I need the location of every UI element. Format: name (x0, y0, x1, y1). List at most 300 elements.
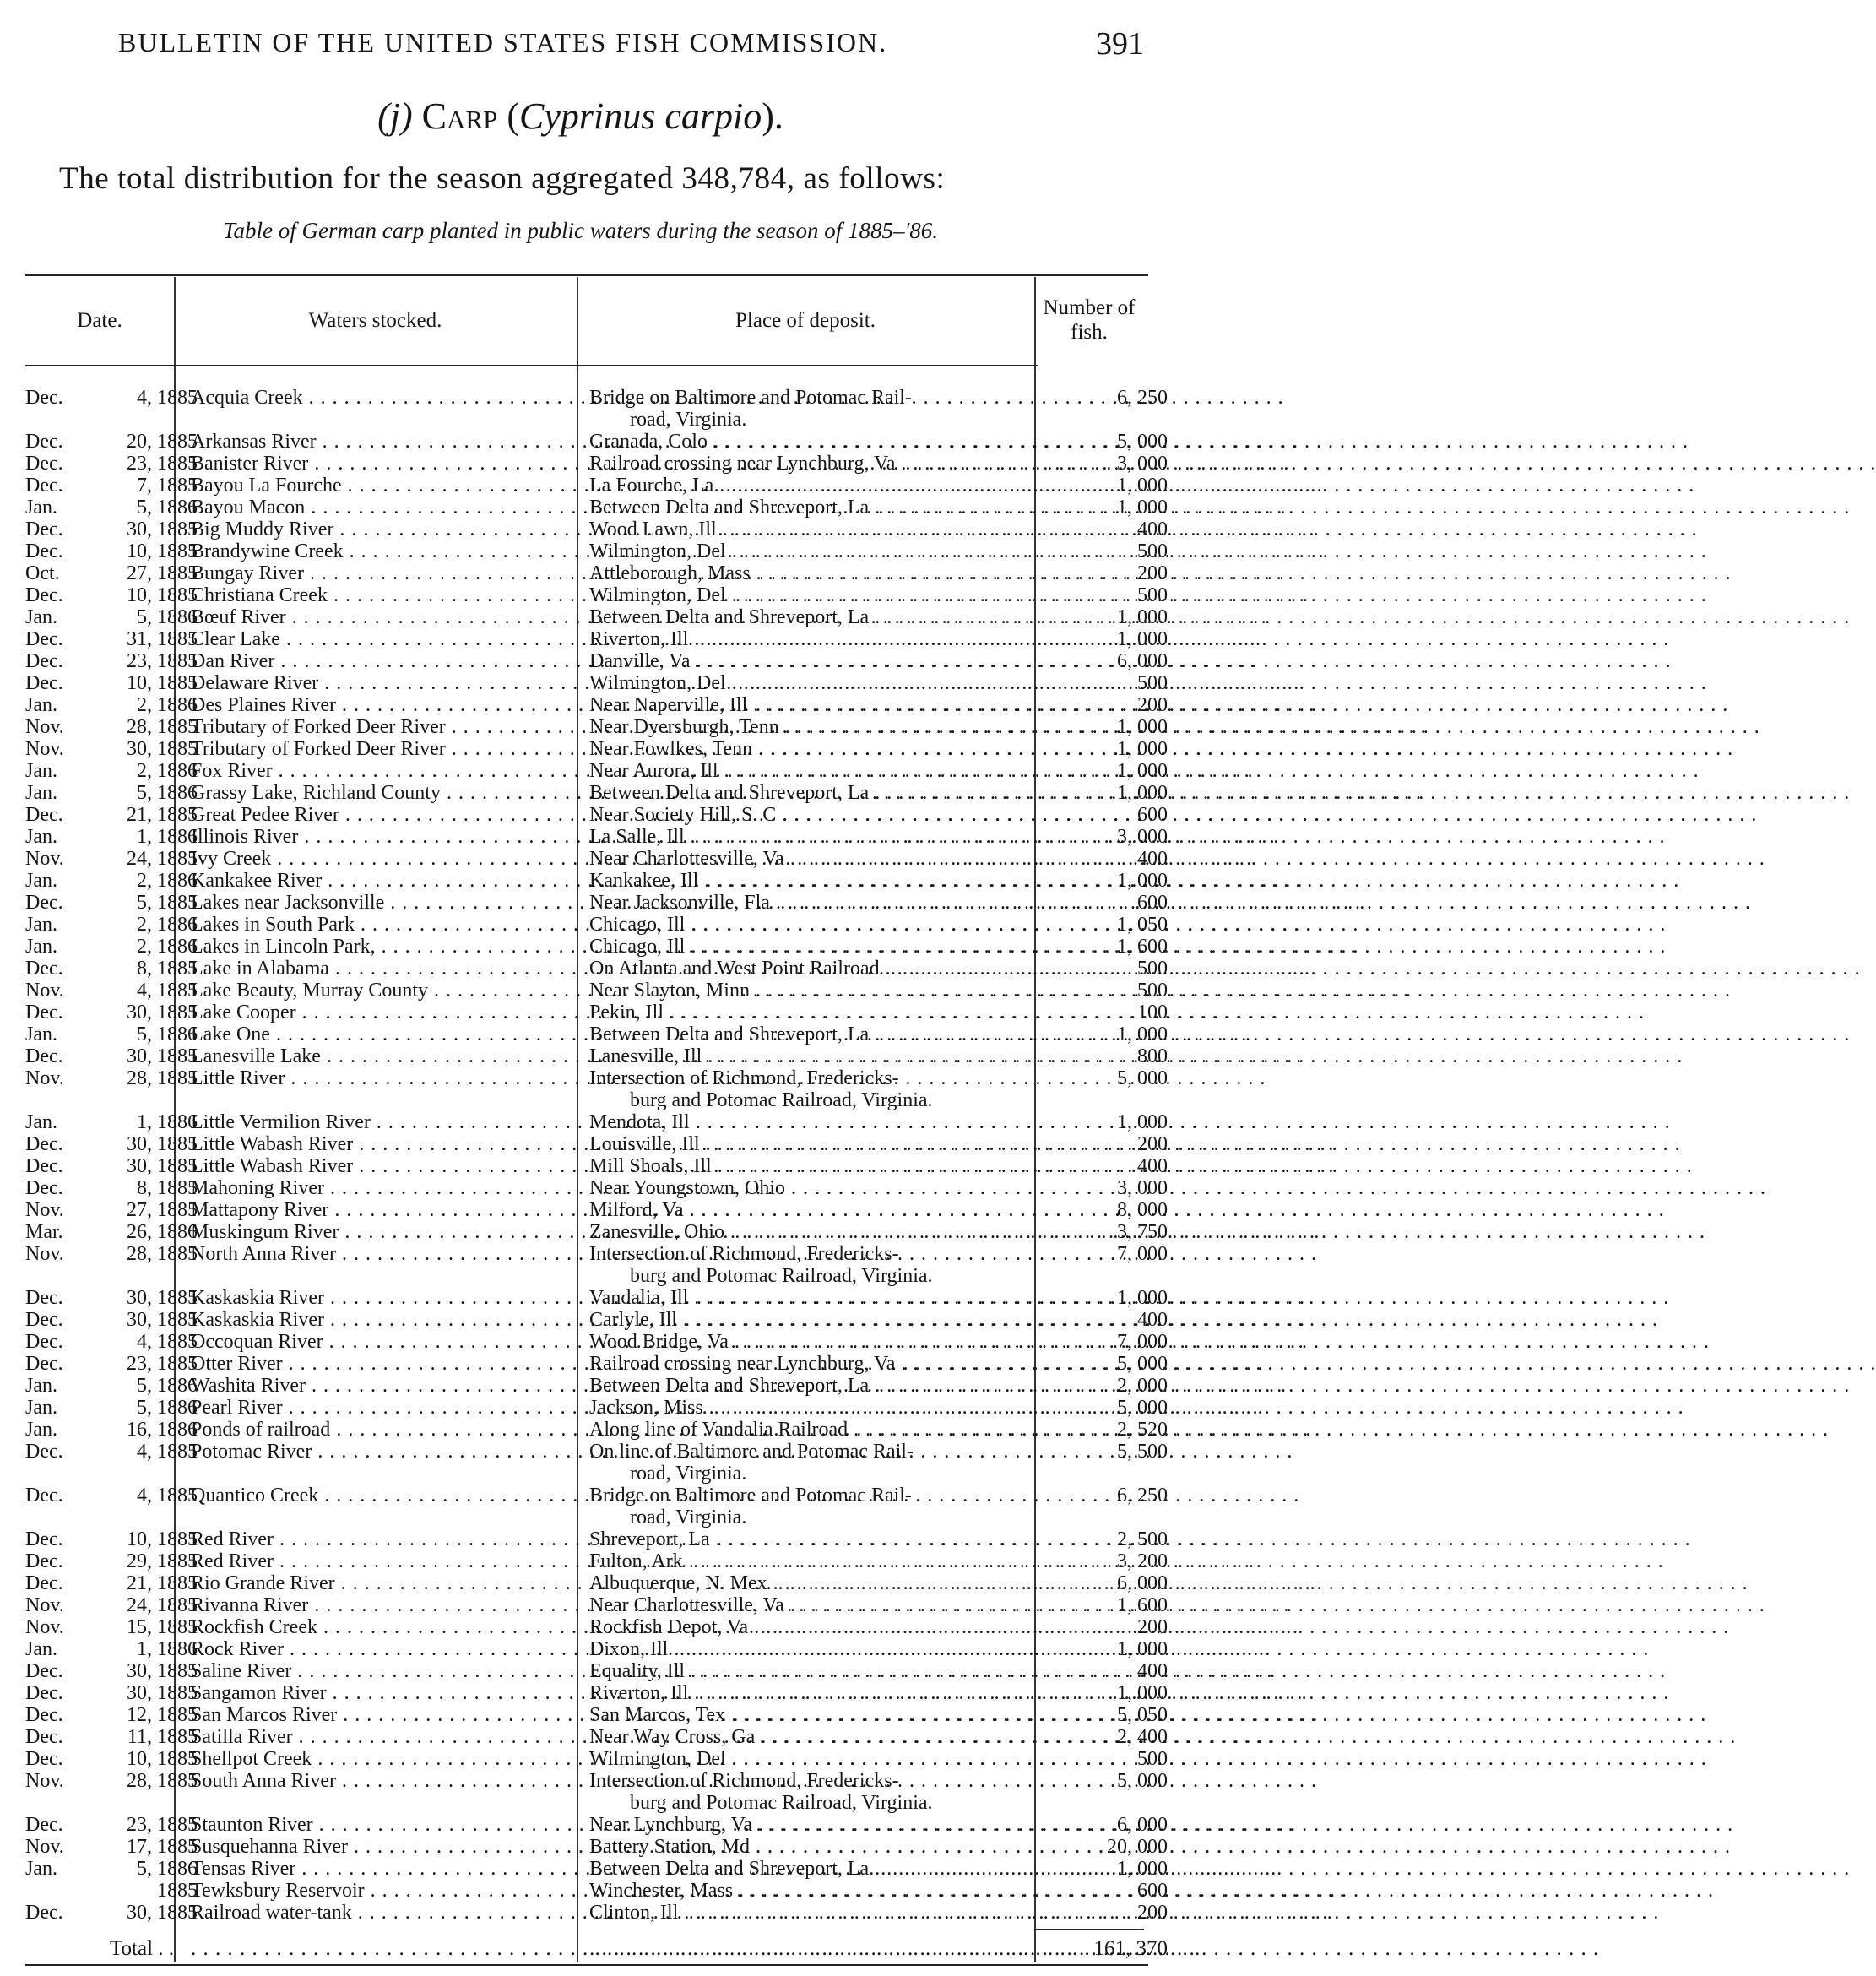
table-row (25, 1726, 1168, 1748)
place-of-deposit: Between Delta and Shreveport, La . . . (589, 1375, 1045, 1397)
table-row (25, 1243, 1168, 1287)
place-of-deposit: Intersection of Richmond, Fredericks- burg and Potomac Railroad, Virginia. (589, 1067, 933, 1111)
table-row (25, 1704, 1168, 1726)
table-row (25, 782, 1168, 804)
table-row (25, 1177, 1168, 1199)
table-row (25, 1528, 1168, 1550)
water-name: San Marcos River . . . (191, 1704, 594, 1726)
date-day: 15, 1885 (127, 1616, 198, 1638)
place-of-deposit: Mendota, Ill . . . (589, 1111, 1045, 1133)
water-name: Lanesville Lake . . . (191, 1045, 594, 1067)
water-name: Rio Grande River . . . (191, 1572, 594, 1594)
date-month: Dec. (25, 1177, 63, 1199)
date-month: Jan. (25, 1638, 57, 1660)
place-of-deposit: Near Lynchburg, Va . . . (589, 1814, 1045, 1836)
date-day: 7, 1885 (137, 475, 198, 497)
water-name: Little Wabash River . . . (191, 1133, 594, 1155)
date-month: Dec. (25, 540, 63, 562)
table-row (25, 672, 1168, 694)
date-day: 23, 1885 (127, 1814, 198, 1836)
date-day: 23, 1885 (127, 1353, 198, 1375)
place-of-deposit: Between Delta and Shreveport, La . . . (589, 782, 1045, 804)
table-row (25, 628, 1168, 650)
fish-count: 400 (1137, 518, 1168, 540)
date-day: 30, 1885 (127, 518, 198, 540)
place-of-deposit: Between Delta and Shreveport, La . . . (589, 606, 1045, 628)
fish-count: 400 (1137, 1155, 1168, 1177)
date-day: 4, 1885 (137, 1485, 198, 1506)
date-day: 2, 1886 (137, 870, 198, 892)
water-name: Mahoning River . . . (191, 1177, 594, 1199)
water-name: Tewksbury Reservoir . . . (191, 1880, 594, 1902)
date-day: 12, 1885 (127, 1704, 198, 1726)
date-day: 5, 1886 (137, 782, 198, 804)
fish-count: 6, 000 (1117, 1572, 1168, 1594)
date-day: 27, 1885 (127, 1199, 198, 1221)
date-month: Jan. (25, 760, 57, 782)
place-of-deposit: Wilmington, Del . . . (589, 1748, 1045, 1770)
table-row (25, 1002, 1168, 1023)
date-month: Dec. (25, 804, 63, 826)
fish-count: 8, 000 (1117, 1199, 1168, 1221)
date-month: Dec. (25, 1550, 63, 1572)
date-month: Dec. (25, 1287, 63, 1309)
fish-count: 500 (1137, 584, 1168, 606)
water-name: Lake Beauty, Murray County . . . (191, 980, 594, 1002)
page-number: 391 (1096, 26, 1144, 62)
fish-count: 400 (1137, 848, 1168, 870)
date-day: 8, 1885 (137, 1177, 198, 1199)
table-row (25, 1638, 1168, 1660)
fish-count: 2, 500 (1117, 1528, 1168, 1550)
date-day: 1, 1886 (137, 826, 198, 848)
table-row (25, 475, 1168, 497)
fish-count: 1, 000 (1117, 782, 1168, 804)
place-of-deposit: Between Delta and Shreveport, La . . . (589, 1023, 1045, 1045)
fish-count: 400 (1137, 1660, 1168, 1682)
date-month: Nov. (25, 980, 64, 1002)
table-row (25, 1594, 1168, 1616)
latin-name: Cyprinus carpio (518, 95, 762, 137)
place-of-deposit: Wilmington, Del . . . (589, 540, 1045, 562)
date-month: Jan. (25, 782, 57, 804)
date-month: Nov. (25, 1836, 64, 1858)
date-day: 30, 1885 (127, 1660, 198, 1682)
date-month: Dec. (25, 1353, 63, 1375)
date-month: Oct. (25, 562, 60, 584)
date-day: 30, 1885 (127, 1309, 198, 1331)
fish-count: 20, 000 (1107, 1836, 1168, 1858)
fish-count: 3, 000 (1117, 1177, 1168, 1199)
water-name: Sangamon River . . . (191, 1682, 594, 1704)
date-month: Dec. (25, 1902, 63, 1924)
place-of-deposit: Near Naperville, Ill . . . (589, 694, 1045, 716)
fish-count: 7, 000 (1117, 1331, 1168, 1353)
place-of-deposit: Danville, Va . . . (589, 650, 1045, 672)
place-of-deposit: La Fourche, La . . . (589, 475, 1045, 497)
table-row (25, 804, 1168, 826)
water-name: Lakes in Lincoln Park, . . . (191, 936, 594, 958)
column-header-place: Place of deposit. (735, 308, 876, 332)
date-day: 10, 1885 (127, 1748, 198, 1770)
place-of-deposit: Shreveport, La . . . (589, 1528, 1045, 1550)
table-row (25, 1880, 1168, 1902)
water-name: Red River . . . (191, 1550, 594, 1572)
date-month: Jan. (25, 1419, 57, 1441)
water-name: Ivy Creek . . . (191, 848, 594, 870)
fish-count: 5, 050 (1117, 1704, 1168, 1726)
running-header (118, 25, 1144, 68)
date-day: 5, 1886 (137, 497, 198, 518)
water-name: Delaware River . . . (191, 672, 594, 694)
water-name: Ponds of railroad . . . (191, 1419, 594, 1441)
table-row (25, 1485, 1168, 1528)
fish-count: 3, 750 (1117, 1221, 1168, 1243)
date-day: 1885 (157, 1880, 198, 1902)
fish-count: 500 (1137, 540, 1168, 562)
table-row (25, 1814, 1168, 1836)
table-row (25, 518, 1168, 540)
date-month: Jan. (25, 936, 57, 958)
date-day: 5, 1885 (137, 892, 198, 914)
place-of-deposit: Chicago, Ill . . . (589, 936, 1045, 958)
fish-count: 400 (1137, 1309, 1168, 1331)
date-day: 10, 1885 (127, 1528, 198, 1550)
place-of-deposit: Near Dyersburgh, Tenn . . . (589, 716, 1045, 738)
date-month: Dec. (25, 584, 63, 606)
water-name: Little Wabash River . . . (191, 1155, 594, 1177)
date-month: Nov. (25, 1067, 64, 1089)
fish-count: 1, 000 (1117, 475, 1168, 497)
place-of-deposit: Jackson, Miss . . . (589, 1397, 1045, 1419)
date-day: 24, 1885 (127, 848, 198, 870)
water-name: Railroad water-tank . . . (191, 1902, 594, 1924)
date-month: Jan. (25, 914, 57, 936)
water-name: Lake Cooper . . . (191, 1002, 594, 1023)
fish-count: 6, 000 (1117, 650, 1168, 672)
table-row (25, 914, 1168, 936)
fish-count: 1, 000 (1117, 628, 1168, 650)
table-row (25, 1199, 1168, 1221)
date-day: 5, 1886 (137, 606, 198, 628)
table-row (25, 387, 1168, 431)
table-row (25, 1397, 1168, 1419)
water-name: North Anna River . . . (191, 1243, 594, 1265)
table-row (25, 1331, 1168, 1353)
fish-count: 1, 000 (1117, 738, 1168, 760)
date-day: 2, 1886 (137, 914, 198, 936)
date-month: Jan. (25, 606, 57, 628)
place-of-deposit: Louisville, Ill . . . (589, 1133, 1045, 1155)
fish-count: 5, 000 (1117, 431, 1168, 453)
table-row (25, 1419, 1168, 1441)
total-leader (191, 1937, 588, 1961)
date-day: 10, 1885 (127, 584, 198, 606)
fish-count: 1, 000 (1117, 1111, 1168, 1133)
water-name: Bayou La Fourche . . . (191, 475, 594, 497)
fish-count: 600 (1137, 1880, 1168, 1902)
date-month: Dec. (25, 1748, 63, 1770)
date-day: 30, 1885 (127, 1287, 198, 1309)
total-label: Total . . (110, 1937, 175, 1960)
place-of-deposit: Milford, Va . . . (589, 1199, 1045, 1221)
date-day: 1, 1886 (137, 1638, 198, 1660)
fish-count: 6, 250 (1117, 387, 1168, 409)
table-row (25, 1045, 1168, 1067)
table-row (25, 1836, 1168, 1858)
place-of-deposit: Near Way Cross, Ga . . . (589, 1726, 1045, 1748)
fish-count: 1, 050 (1117, 914, 1168, 936)
fish-count: 3, 000 (1117, 453, 1168, 475)
fish-count: 500 (1137, 1748, 1168, 1770)
table-caption: Table of German carp planted in public waters during the season of 1885–'86. (222, 218, 938, 243)
water-name: South Anna River . . . (191, 1770, 594, 1792)
fish-count: 3, 000 (1117, 826, 1168, 848)
date-day: 31, 1885 (127, 628, 198, 650)
water-name: Shellpot Creek . . . (191, 1748, 594, 1770)
fish-count: 600 (1137, 804, 1168, 826)
section-name: Carp (421, 95, 498, 137)
table-row (25, 431, 1168, 453)
latin-close: ). (762, 95, 783, 137)
place-of-deposit: Wilmington, Del . . . (589, 584, 1045, 606)
column-header-number: Number of fish. (1043, 296, 1136, 344)
water-name: Staunton River . . . (191, 1814, 594, 1836)
date-day: 5, 1886 (137, 1858, 198, 1880)
water-name: Kankakee River . . . (191, 870, 594, 892)
fish-count: 200 (1137, 562, 1168, 584)
section-label: (j) (377, 95, 413, 137)
date-day: 30, 1885 (127, 1133, 198, 1155)
water-name: Rock River . . . (191, 1638, 594, 1660)
place-of-deposit: Intersection of Richmond, Fredericks- burg and Potomac Railroad, Virginia. (589, 1243, 933, 1287)
water-name: Great Pedee River . . . (191, 804, 594, 826)
table-row (25, 738, 1168, 760)
table-row (25, 584, 1168, 606)
table-body (25, 387, 1168, 1924)
date-day: 23, 1885 (127, 453, 198, 475)
place-of-deposit: Mill Shoals, Ill . . . (589, 1155, 1045, 1177)
date-month: Dec. (25, 1002, 63, 1023)
water-name: Lakes near Jacksonville . . . (191, 892, 594, 914)
date-day: 4, 1885 (137, 387, 198, 409)
date-month: Dec. (25, 1682, 63, 1704)
water-name: Bungay River . . . (191, 562, 594, 584)
fish-count: 3, 200 (1117, 1550, 1168, 1572)
fish-count: 500 (1137, 980, 1168, 1002)
water-name: Rockfish Creek . . . (191, 1616, 594, 1638)
date-month: Jan. (25, 870, 57, 892)
table-row (25, 1221, 1168, 1243)
date-month: Nov. (25, 1616, 64, 1638)
date-month: Dec. (25, 672, 63, 694)
fish-count: 1, 000 (1117, 1287, 1168, 1309)
date-day: 28, 1885 (127, 1243, 198, 1265)
water-name: Grassy Lake, Richland County . . . (191, 782, 594, 804)
date-day: 21, 1885 (127, 1572, 198, 1594)
table-row (25, 958, 1168, 980)
table-row (25, 1353, 1168, 1375)
date-month: Dec. (25, 1045, 63, 1067)
water-name: Bayou Macon . . . (191, 497, 594, 518)
date-month: Mar. (25, 1221, 63, 1243)
water-name: Little River . . . (191, 1067, 594, 1089)
fish-count: 6, 250 (1117, 1485, 1168, 1506)
date-day: 28, 1885 (127, 1770, 198, 1792)
date-month: Dec. (25, 1528, 63, 1550)
place-of-deposit: Equality, Ill . . . (589, 1660, 1045, 1682)
place-of-deposit: Dixon, Ill . . . (589, 1638, 1045, 1660)
date-month: Dec. (25, 1309, 63, 1331)
fish-count: 800 (1137, 1045, 1168, 1067)
fish-count: 200 (1137, 1133, 1168, 1155)
fish-count: 1, 600 (1117, 936, 1168, 958)
table-row (25, 980, 1168, 1002)
place-of-deposit: Fulton, Ark . . . (589, 1550, 1045, 1572)
place-of-deposit: Along line of Vandalia Railroad . . . (589, 1419, 1045, 1441)
date-month: Dec. (25, 1660, 63, 1682)
fish-count: 1, 000 (1117, 870, 1168, 892)
table-row (25, 694, 1168, 716)
place-of-deposit: Near Charlottesville, Va . . . (589, 1594, 1045, 1616)
place-of-deposit: Intersection of Richmond, Fredericks- burg and Potomac Railroad, Virginia. (589, 1770, 933, 1814)
fish-count: 1, 600 (1117, 1594, 1168, 1616)
fish-count: 6, 000 (1117, 1814, 1168, 1836)
date-day: 10, 1885 (127, 540, 198, 562)
table-row (25, 562, 1168, 584)
date-month: Dec. (25, 1133, 63, 1155)
fish-count: 500 (1137, 672, 1168, 694)
date-day: 30, 1885 (127, 1002, 198, 1023)
fish-count: 7, 000 (1117, 1243, 1168, 1265)
table-row (25, 453, 1168, 475)
water-name: Lakes in South Park . . . (191, 914, 594, 936)
fish-count: 200 (1137, 1902, 1168, 1924)
date-month: Jan. (25, 1023, 57, 1045)
place-of-deposit: Chicago, Ill . . . (589, 914, 1045, 936)
date-month: Nov. (25, 716, 64, 738)
section-title (0, 95, 1161, 138)
water-name: Fox River . . . (191, 760, 594, 782)
table-row (25, 1287, 1168, 1309)
fish-count: 1, 000 (1117, 1858, 1168, 1880)
date-day: 5, 1886 (137, 1397, 198, 1419)
place-of-deposit: Railroad crossing near Lynchburg, Va . . . (589, 1353, 1045, 1375)
water-name: Washita River . . . (191, 1375, 594, 1397)
water-name: Banister River . . . (191, 453, 594, 475)
date-day: 5, 1886 (137, 1023, 198, 1045)
table-row (25, 1155, 1168, 1177)
fish-count: 2, 520 (1117, 1419, 1168, 1441)
date-day: 2, 1886 (137, 936, 198, 958)
date-day: 11, 1885 (127, 1726, 198, 1748)
place-of-deposit: Lanesville, Ill . . . (589, 1045, 1045, 1067)
water-name: Kaskaskia River . . . (191, 1309, 594, 1331)
water-name: Des Plaines River . . . (191, 694, 594, 716)
place-of-deposit: Rockfish Depot, Va . . . (589, 1616, 1045, 1638)
place-of-deposit: Carlyle, Ill . . . (589, 1309, 1045, 1331)
date-day: 10, 1885 (127, 672, 198, 694)
table-row (25, 1375, 1168, 1397)
table-row (25, 1902, 1168, 1924)
table-row (25, 1550, 1168, 1572)
date-day: 23, 1885 (127, 650, 198, 672)
water-name: Acquia Creek . . . (191, 387, 594, 409)
total-row (25, 1934, 1168, 1962)
place-of-deposit: Near Youngstown, Ohio . . . (589, 1177, 1045, 1199)
total-value: 161, 370 (1093, 1937, 1168, 1960)
water-name: Muskingum River . . . (191, 1221, 594, 1243)
water-name: Occoquan River . . . (191, 1331, 594, 1353)
water-name: Kaskaskia River . . . (191, 1287, 594, 1309)
place-of-deposit: Wood Lawn, Ill . . . (589, 518, 1045, 540)
place-of-deposit: Winchester, Mass . . . (589, 1880, 1045, 1902)
fish-count: 1, 000 (1117, 606, 1168, 628)
date-day: 4, 1885 (137, 1331, 198, 1353)
table-row (25, 848, 1168, 870)
date-month: Dec. (25, 1814, 63, 1836)
table-row (25, 1111, 1168, 1133)
water-name: Dan River . . . (191, 650, 594, 672)
table-row (25, 606, 1168, 628)
date-month: Nov. (25, 1243, 64, 1265)
table-row (25, 716, 1168, 738)
date-month: Dec. (25, 958, 63, 980)
date-day: 5, 1886 (137, 1375, 198, 1397)
date-day: 24, 1885 (127, 1594, 198, 1616)
fish-count: 1, 000 (1117, 497, 1168, 518)
table-row (25, 1858, 1168, 1880)
table-row (25, 1023, 1168, 1045)
date-day: 4, 1885 (137, 980, 198, 1002)
date-month: Dec. (25, 453, 63, 475)
table-top-rule (25, 274, 1148, 276)
water-name: Bœuf River . . . (191, 606, 594, 628)
date-day: 30, 1885 (127, 1682, 198, 1704)
fish-count: 5, 000 (1117, 1770, 1168, 1792)
fish-count: 5, 000 (1117, 1067, 1168, 1089)
water-name: Otter River . . . (191, 1353, 594, 1375)
header-bottom-rule (25, 365, 1038, 366)
place-of-deposit: Railroad crossing near Lynchburg, Va . . . (589, 453, 1045, 475)
fish-count: 5, 000 (1117, 1397, 1168, 1419)
date-month: Dec. (25, 1485, 63, 1506)
place-of-deposit: On Atlanta and West Point Railroad . . . (589, 958, 1045, 980)
table-row (25, 1309, 1168, 1331)
water-name: Red River . . . (191, 1528, 594, 1550)
place-of-deposit: Near Fowlkes, Tenn . . . (589, 738, 1045, 760)
fish-count: 1, 000 (1117, 760, 1168, 782)
place-of-deposit: Vandalia, Ill . . . (589, 1287, 1045, 1309)
water-name: Lake One . . . (191, 1023, 594, 1045)
date-day: 17, 1885 (127, 1836, 198, 1858)
table-row (25, 540, 1168, 562)
sum-rule (1034, 1929, 1144, 1930)
date-month: Dec. (25, 1331, 63, 1353)
date-day: 2, 1886 (137, 694, 198, 716)
table-row (25, 1133, 1168, 1155)
date-day: 27, 1885 (127, 562, 198, 584)
date-month: Dec. (25, 1155, 63, 1177)
place-of-deposit: On line of Baltimore and Potomac Rail- road, Virginia. (589, 1441, 914, 1485)
date-day: 28, 1885 (127, 1067, 198, 1089)
date-day: 1, 1886 (137, 1111, 198, 1133)
water-name: Clear Lake . . . (191, 628, 594, 650)
water-name: Satilla River . . . (191, 1726, 594, 1748)
column-header-date: Date. (77, 308, 122, 332)
date-month: Dec. (25, 431, 63, 453)
place-of-deposit: Between Delta and Shreveport, La . . . (589, 497, 1045, 518)
